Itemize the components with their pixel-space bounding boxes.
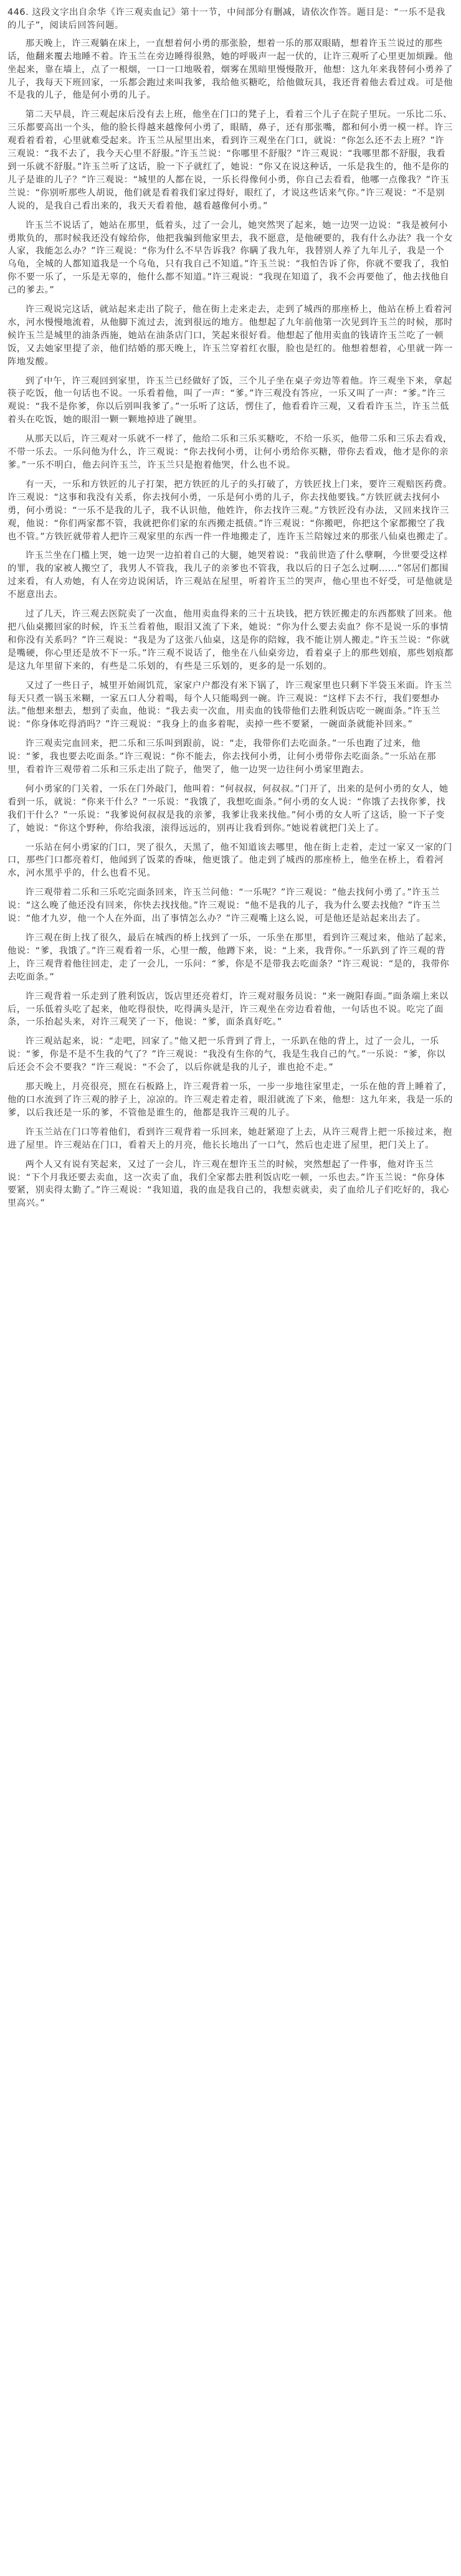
paragraph: 两个人又有说有笑起来，又过了一会儿，许三观在想许玉兰的时候，突然想起了一件事，他对许玉兰说：“下个月我还要去卖血，这一次卖了血，我们全家都去胜利饭店吃一顿，一乐也去。”许玉兰说：“你身体要紧，别卖得太勤了。”许三观说：“我知道，我的血是我自己的，我想卖就卖，卖了血给儿子们吃好的，我心里高兴。” — [7, 1159, 450, 1209]
paragraph: 许玉兰不说话了，她站在那里，低着头，过了一会儿，她突然哭了起来，她一边哭一边说：“我是被何小勇欺负的，那时候我还没有嫁给你，他把我骗到他家里去，我不愿意，是他硬要的，我有什么办法？我一个女人家，我能怎么办？”许三观说：“你为什么不早告诉我？你瞒了我九年，我替别人养了九年儿子，我是一个乌龟，全城的人都知道我是一个乌龟，只有我自己不知道。”许玉兰说：“我怕告诉了你，你就不要我了，我怕你不要一乐了，一乐是无辜的，他什么都不知道。”许三观说：“我现在知道了，我不会再要他了，他去找他自己的爹去。” — [7, 220, 454, 296]
paragraph: 又过了一些日子，城里开始闹饥荒，家家户户都没有米下锅了，许三观家里也只剩下半袋玉米面。许玉兰每天只煮一锅玉米糊，一家五口人分着喝，每个人只能喝到一碗。许三观说：“这样下去不行，我们要想办法。”他想来想去，想到了卖血，他说：“我去卖一次血，用卖血的钱带他们去胜利饭店吃一碗面条。”许玉兰说：“你身体吃得消吗？”许三观说：“我身上的血多着呢，卖掉一些不要紧，一碗面条就能补回来。” — [7, 680, 452, 730]
paragraph: 许三观在街上找了很久，最后在城西的桥上找到了一乐，一乐坐在那里，看到许三观过来，他站了起来，他说：“爹，我饿了。”许三观看着一乐，心里一酸，他蹲下来，说：“上来，我背你。”一乐趴到了许三观的背上，许三观背着他往回走，走了一会儿，一乐问：“爹，你是不是带我去吃面条？”许三观说：“是的，我带你去吃面条。” — [7, 933, 452, 982]
paragraph: 许三观背着一乐走到了胜利饭店，饭店里还亮着灯，许三观对服务员说：“来一碗阳春面。”面条端上来以后，一乐低着头吃了起来，他吃得很快，吃得满头是汗，许三观坐在旁边看着他，一句话也不说。吃完了面条，一乐抬起头来，对许三观笑了一下，他说：“爹，面条真好吃。” — [7, 991, 449, 1028]
paragraph: 过了几天，许三观去医院卖了一次血，他用卖血得来的三十五块钱，把方铁匠搬走的东西都赎了回来。他把八仙桌搬回家的时候，许玉兰看着他，眼泪又流了下来，她说：“你为什么要去卖血？你不是说一乐的事情和你没有关系吗？”许三观说：“我是为了这张八仙桌，这是你的陪嫁，我不能让别人搬走。”许玉兰说：“你就是嘴硬，你心里还是放不下一乐。”许三观不说话了，他坐在八仙桌旁边，看着桌子上的那些划痕，那些划痕都是这九年里留下来的，有些是二乐划的，有些是三乐划的，更多的是一乐划的。 — [7, 609, 454, 671]
paragraph: 许玉兰坐在门槛上哭，她一边哭一边拍着自己的大腿，她哭着说：“我前世造了什么孽啊，今世要受这样的罪，我的家被人搬空了，我男人不管我，我儿子的亲爹也不管我，我以后的日子怎么过啊……”邻居们都围过来看，有人劝她，有人在旁边说闲话，许三观站在屋里，听着许玉兰的哭声，他心里也不好受，可是他就是不愿意出去。 — [7, 551, 454, 600]
paragraph: 到了中午，许三观回到家里，许玉兰已经做好了饭，三个儿子坐在桌子旁边等着他。许三观坐下来，拿起筷子吃饭，他一句话也不说。一乐看着他，叫了一声：“爹。”许三观没有答应，一乐又叫了一声：“爹。”许三观说：“我不是你爹，你以后别叫我爹了。”一乐听了这话，愣住了，他看看许三观，又看看许玉兰，许玉兰低着头在吃饭，她的眼泪一颗一颗地掉进了碗里。 — [7, 376, 452, 425]
paragraph: 何小勇家的门关着，一乐在门外敲门，他叫着：“何叔叔，何叔叔。”门开了，出来的是何小勇的女人，她看到一乐，就说：“你来干什么？”一乐说：“我饿了，我想吃面条。”何小勇的女人说：“你饿了去找你爹，找我们干什么？”一乐说：“我爹说何叔叔是我的亲爹，我爹让我来找他。”何小勇的女人听了这话，脸一下子变了，她说：“你这个野种，你给我滚，滚得远远的，别再让我看到你。”她说着就把门关上了。 — [7, 784, 449, 833]
paragraph: 第二天早晨，许三观起床后没有去上班，他坐在门口的凳子上，看着三个儿子在院子里玩。一乐比二乐、三乐都要高出一个头，他的脸长得越来越像何小勇了，眼睛，鼻子，还有那张嘴，都和何小勇一模一样。许三观看着看着，心里就难受起来。许玉兰从屋里出来，看到许三观坐在门口，就说：“你怎么还不去上班？”许三观说：“我不去了，我今天心里不舒服。”许玉兰说：“你哪里不舒服？”许三观说：“我哪里都不舒服，我看到一乐就不舒服。”许玉兰听了这话，脸一下子就红了，她说：“你又在说这种话，一乐是我生的，他不是你的儿子是谁的儿子？”许三观说：“城里的人都在说，一乐长得像何小勇，你自己去看看，他哪一点像我？”许玉兰说：“你别听那些人胡说，他们就是看着我们家过得好，眼红了，才说这些话来气你。”许三观说：“不是别人说的，是我自己看出来的，我天天看着他，越看越像何小勇。” — [7, 110, 454, 211]
paragraph: 从那天以后，许三观对一乐就不一样了，他给二乐和三乐买糖吃，不给一乐买，他带二乐和三乐去看戏，不带一乐去。一乐问他为什么，许三观说：“你去找何小勇，让何小勇给你买糖，带你去看戏，他才是你的亲爹。”一乐不明白，他去问许玉兰，许玉兰只是抱着他哭，什么也不说。 — [7, 434, 452, 470]
paragraph: 许三观站起来，说：“走吧，回家了。”他又把一乐背到了背上，一乐趴在他的背上，过了一会儿，一乐说：“爹，你是不是不生我的气了？”许三观说：“我没有生你的气，我是生我自己的气。”一乐说：“爹，你以后还会不会不要我？”许三观说：“不会了，以后你就是我的儿子，谁也抢不走。” — [7, 1036, 446, 1073]
paragraph: 许三观说完这话，就站起来走出了院子，他在街上走来走去，走到了城西的那座桥上，他站在桥上看着河水，河水慢慢地流着，从他脚下流过去，流到很远的地方。他想起了九年前他第一次见到许玉兰的时候，那时候许玉兰是城里的油条西施，她站在油条店门口，笑起来很好看。他想起了他用卖血的钱请许玉兰吃了一顿饭，又去她家里提了亲，他们结婚的那天晚上，许玉兰穿着红衣服，脸也是红的。他想着想着，心里就一阵一阵地发酸。 — [7, 305, 454, 367]
paragraph: 那天晚上，月亮很亮，照在石板路上，许三观背着一乐，一步一步地往家里走，一乐在他的背上睡着了，他的口水流到了许三观的脖子上，凉凉的。许三观走着走着，眼泪就流了下来，他想：这九年来，我是一乐的爹，以后我还是一乐的爹，不管他是谁生的，他都是我许三观的儿子。 — [7, 1082, 454, 1118]
paragraph: 有一天，一乐和方铁匠的儿子打架，把方铁匠的儿子的头打破了，方铁匠找上门来，要许三观赔医药费。许三观说：“这事和我没有关系，你去找何小勇，一乐是何小勇的儿子，你去找他要钱。”方铁匠就去找何小勇，何小勇说：“一乐不是我的儿子，我不认识他，他姓许，你去找许三观。”方铁匠没有办法，又回来找许三观，他说：“你们两家都不管，我就把你们家的东西搬走抵债。”许三观说：“你搬吧，你把这个家都搬空了我也不管。”方铁匠就带着人把许三观家里的东西一件一件地搬走了，连许玉兰陪嫁过来的那张八仙桌也搬走了。 — [7, 479, 454, 542]
paragraph: 那天晚上，许三观躺在床上，一直想着何小勇的那张脸，想着一乐的那双眼睛，想着许玉兰说过的那些话，他翻来覆去地睡不着。许玉兰在旁边睡得很熟，她的呼吸声一起一伏的，让许三观听了心里更加烦躁。他坐起来，靠在墙上，点了一根烟，一口一口地吸着，烟雾在黑暗里慢慢散开，他想：这九年来我替何小勇养了儿子，我每天下班回家，一乐都会跑过来叫我爹，我给他买糖吃，给他做玩具，我还背着他去看过戏。可是他不是我的儿子，他是何小勇的儿子。 — [7, 38, 454, 101]
paragraph: 许玉兰站在门口等着他们，看到许三观背着一乐回来，她赶紧迎了上去，从许三观背上把一乐接过来，抱进了屋里。许三观站在门口，看着天上的月亮，他长长地出了一口气，然后也走进了屋里，把门关上了。 — [7, 1127, 452, 1150]
question-intro: 446. 这段文字出自余华《许三观卖血记》第十一节，中间部分有删减，请依次作答。题目是：“一乐不是我的儿子”，阅读后回答问题。 — [7, 7, 445, 31]
paragraph: 许三观卖完血回来，把二乐和三乐叫到跟前，说：“走，我带你们去吃面条。”一乐也跑了过来，他说：“爹，我也要去吃面条。”许三观说：“你不能去，你去找何小勇，让何小勇带你去吃面条。”一乐站在那里，看着许三观带着二乐和三乐走出了院子，他哭了，他一边哭一边往何小勇家里跑去。 — [7, 739, 437, 775]
paragraph: 许三观带着二乐和三乐吃完面条回来，许玉兰问他：“一乐呢？”许三观说：“他去找何小勇了。”许玉兰说：“这么晚了他还没有回来，你快去找找他。”许三观说：“他不是我的儿子，我为什么要去找他？”许玉兰说：“他才九岁，他一个人在外面，出了事情怎么办？”许三观嘴上这么说，可是他还是站起来出去了。 — [7, 888, 441, 924]
paragraph: 一乐站在何小勇家的门口，哭了很久，天黑了，他不知道该去哪里，他在街上走着，走过一家又一家的门口，那些门口都亮着灯，他闻到了饭菜的香味，他更饿了。他走到了城西的那座桥上，他坐在桥上，看着河水，河水黑乎乎的，什么也看不见。 — [7, 842, 452, 879]
